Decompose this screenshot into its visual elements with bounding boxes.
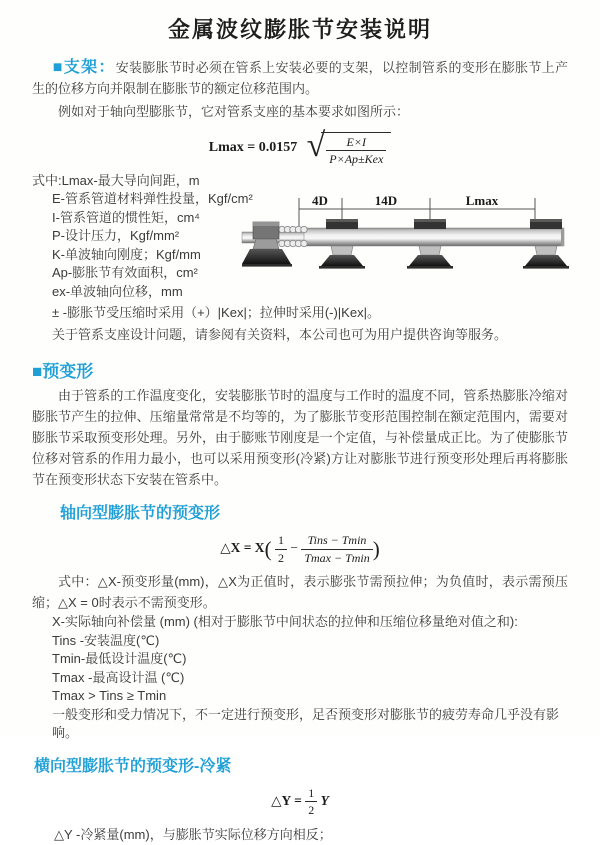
axial-preform-formula xyxy=(32,533,568,565)
definition-line: 式中:Lmax-最大导向间距，m xyxy=(32,172,200,188)
temperature-fraction xyxy=(301,533,372,565)
temperature-fraction-denominator: Tmax − Tmin xyxy=(304,550,370,565)
support-intro-text: 安装膨胀节时必须在管系上安装必要的支架，以控制管系的变形在膨胀节上产生的位移方向并限制在膨胀节的额定位移范围内。 xyxy=(32,60,568,96)
service-note: 关于管系支座设计问题，请参阅有关资料，本公司也可为用户提供咨询等服务。 xyxy=(52,327,508,343)
lateral-half-fraction xyxy=(305,786,317,818)
lmax-fraction-numerator: E×I xyxy=(326,135,386,151)
definition-line: P-设计压力，Kgf/mm² xyxy=(52,228,180,244)
lateral-preform-formula xyxy=(32,786,568,818)
pipe-end-cap xyxy=(561,228,564,246)
lmax-formula-lhs: Lmax = 0.0157 xyxy=(208,139,298,155)
axial-variable-list xyxy=(32,613,568,743)
lmax-fraction-denominator: P×Ap±Kex xyxy=(329,152,384,167)
variable-line: 一般变形和受力情况下，不一定进行预变形，足否预变形对膨胀节的疲劳寿命几乎没有影响。 xyxy=(52,706,560,741)
lateral-half-numerator: 1 xyxy=(305,786,317,802)
axial-formula-explanation: 式中：△X-预变形量(mm)，△X为正值时，表示膨张节需预拉伸；为负值时，表示需预压缩；△X = 0时表示不需预变形。 xyxy=(32,574,568,611)
half-denominator: 2 xyxy=(277,550,284,565)
variable-line: Tmin-最低设计温度(℃) xyxy=(52,651,187,667)
definition-line: I-管系管道的惯性矩，cm⁴ xyxy=(52,209,200,225)
page-title: 金属波纹膨胀节安装说明 xyxy=(167,17,432,42)
variable-line: X-实际轴向补偿量 (mm) (相对于膨胀节中间状态的拉伸和压缩位移量绝对值之和): xyxy=(52,614,518,630)
minus-sign: − xyxy=(290,540,298,556)
lateral-formula-variable: Y xyxy=(320,792,329,808)
support-example-line: 例如对于轴向型膨胀节，它对管系支座的基本要求如图所示： xyxy=(58,104,410,119)
one-half-fraction xyxy=(275,533,287,565)
dimension-label-4d: 4D xyxy=(312,193,328,208)
lmax-fraction xyxy=(326,135,386,167)
preform-section-heading: ■预变形 xyxy=(32,362,94,382)
variable-line: Tmax > Tins ≥ Tmin xyxy=(52,688,167,704)
half-numerator: 1 xyxy=(275,533,287,549)
dimension-label-lmax: Lmax xyxy=(465,193,499,208)
variable-line: Tins -安装温度(℃) xyxy=(52,632,160,648)
preform-body-paragraph: 由于管系的工作温度变化，安装膨胀节时的温度与工作时的温度不同，管系热膨胀冷缩对膨胀节产生的拉伸、压缩量常常是不均等的，为了膨胀节变形范围控制在额定范围内，需要对膨胀节采取预变形处理。另外，由于膨账节刚度是一个定值，与补偿量成正比。为了使膨胀节位移对管系的作用力最小，也可以采用预变形(冷紧)方让对膨胀节进行预变形处理后再将膨胀节在预变形状态下安装在管系中。 xyxy=(32,388,568,488)
close-paren: ) xyxy=(372,537,380,562)
radical-sign-icon: √ xyxy=(306,127,326,164)
radical-vinculum xyxy=(321,132,391,167)
temperature-fraction-numerator: Tins − Tmin xyxy=(301,533,372,549)
lmax-formula xyxy=(32,129,568,167)
definition-line: E-管系管道材料弹性投量，Kgf/cm² xyxy=(52,191,253,207)
support-section-label: ■支架： xyxy=(52,59,116,76)
lateral-half-denominator: 2 xyxy=(308,802,315,817)
main-pipe xyxy=(304,228,564,246)
pipe-support-diagram xyxy=(242,192,600,292)
radical-expression xyxy=(307,129,392,167)
open-paren: ( xyxy=(264,537,272,562)
definition-line: K-单波轴向刚度；Kgf/mm xyxy=(52,246,201,262)
lateral-formula-prefix: △Y = xyxy=(271,792,302,808)
lateral-preform-heading: 横向型膨胀节的预变形-冷紧 xyxy=(34,757,232,775)
axial-preform-heading: 轴向型膨胀节的预变形 xyxy=(60,505,221,523)
definition-line: ex-单波轴向位移，mm xyxy=(52,283,183,299)
definition-line: Ap-膨胀节有效面积，cm² xyxy=(52,265,198,281)
cold-tightening-note: △Y -冷紧量(mm)，与膨胀节实际位移方向相反； xyxy=(54,827,332,843)
variable-line: Tmax -最高设计温 (℃) xyxy=(52,669,185,685)
axial-formula-prefix: △X = X xyxy=(220,540,265,556)
dimension-label-14d: 14D xyxy=(374,193,398,208)
plus-minus-note: ± -膨胀节受压缩时采用（+）|Kex|；拉伸时采用(-)|Kex|。 xyxy=(52,305,380,321)
support-intro-paragraph xyxy=(32,57,568,99)
